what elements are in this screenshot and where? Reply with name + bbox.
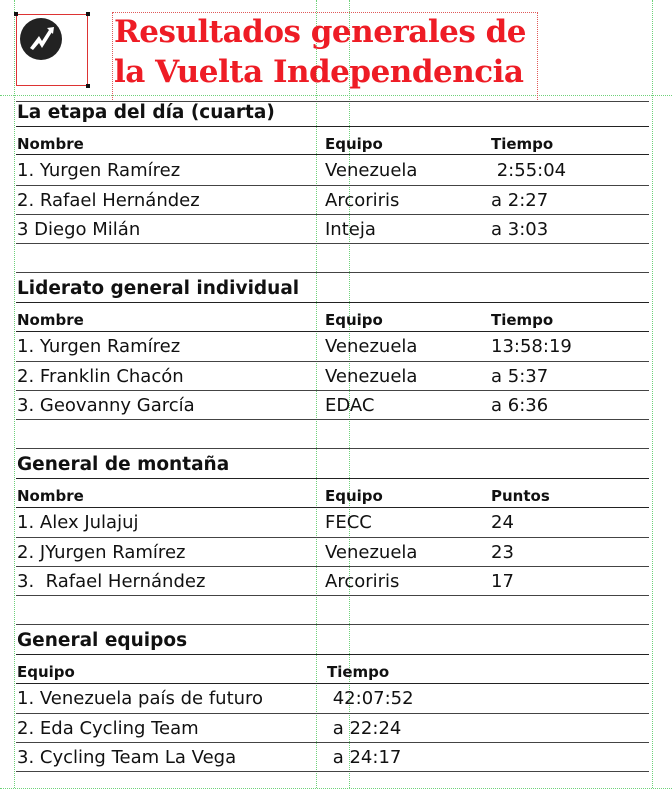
title-line-2: la Vuelta Independencia (114, 54, 524, 90)
table-cell: Inteja (325, 219, 376, 240)
divider (16, 537, 649, 538)
guide-line (14, 0, 15, 788)
divider (16, 214, 649, 215)
table-cell: Venezuela (325, 160, 418, 181)
table-cell: a 24:17 (327, 747, 402, 768)
table-cell: 3. Rafael Hernández (17, 571, 206, 592)
divider (16, 419, 649, 420)
column-header: Equipo (325, 311, 383, 329)
divider (16, 272, 649, 273)
table-cell: a 2:27 (491, 190, 549, 211)
table-cell: Arcoriris (325, 190, 400, 211)
table-cell: 24 (491, 512, 514, 533)
table-cell: 1. Alex Julajuj (17, 512, 139, 533)
divider (16, 624, 649, 625)
column-header: Equipo (325, 487, 383, 505)
divider (16, 390, 649, 391)
table-cell: 2:55:04 (491, 160, 567, 181)
column-header: Nombre (17, 487, 84, 505)
column-header: Tiempo (491, 135, 554, 153)
column-header: Nombre (17, 311, 84, 329)
table-cell: a 6:36 (491, 395, 549, 416)
column-header: Equipo (17, 663, 75, 681)
section-heading: La etapa del día (cuarta) (17, 102, 275, 123)
table-cell: Venezuela (325, 542, 418, 563)
logo (16, 14, 88, 86)
table-cell: a 5:37 (491, 366, 549, 387)
table-cell: 13:58:19 (491, 336, 572, 357)
divider (16, 185, 649, 186)
table-cell: 42:07:52 (327, 688, 414, 709)
table-cell: FECC (325, 512, 372, 533)
table-cell: a 3:03 (491, 219, 549, 240)
table-cell: 3. Geovanny García (17, 395, 195, 416)
table-cell: EDAC (325, 395, 375, 416)
divider (16, 742, 649, 743)
frame-handle (86, 84, 90, 88)
table-cell: 1. Venezuela país de futuro (17, 688, 264, 709)
column-header: Tiempo (327, 663, 390, 681)
divider (16, 361, 649, 362)
table-cell: 1. Yurgen Ramírez (17, 336, 181, 357)
table-cell: 3 Diego Milán (17, 219, 141, 240)
guide-line (652, 0, 653, 788)
table-cell: 2. Franklin Chacón (17, 366, 184, 387)
table-cell: Venezuela (325, 336, 418, 357)
table-cell: 3. Cycling Team La Vega (17, 747, 237, 768)
frame-handle (86, 12, 90, 16)
section-heading: General de montaña (17, 454, 230, 475)
guide-line (316, 0, 317, 788)
frame-handle (14, 12, 18, 16)
table-cell: 1. Yurgen Ramírez (17, 160, 181, 181)
table-cell: 2. Rafael Hernández (17, 190, 200, 211)
divider (16, 331, 649, 332)
column-header: Tiempo (491, 311, 554, 329)
section-heading: General equipos (17, 630, 188, 651)
divider (16, 595, 649, 596)
column-header: Nombre (17, 135, 84, 153)
table-cell: Venezuela (325, 366, 418, 387)
divider (16, 126, 649, 127)
table-cell: a 22:24 (327, 718, 402, 739)
section-heading: Liderato general individual (17, 278, 300, 299)
table-cell: 17 (491, 571, 514, 592)
page-title (114, 12, 534, 92)
divider (16, 566, 649, 567)
divider (16, 507, 649, 508)
divider (16, 771, 649, 772)
column-header: Equipo (325, 135, 383, 153)
table-cell: 2. JYurgen Ramírez (17, 542, 186, 563)
divider (16, 713, 649, 714)
divider (16, 683, 649, 684)
divider (16, 448, 649, 449)
title-line-1: Resultados generales de (114, 14, 526, 50)
table-cell: 23 (491, 542, 514, 563)
divider (16, 154, 649, 155)
column-header: Puntos (491, 487, 550, 505)
divider (16, 243, 649, 244)
table-cell: Arcoriris (325, 571, 400, 592)
divider (16, 478, 649, 479)
lightning-bolt-icon (19, 17, 63, 61)
divider (16, 654, 649, 655)
divider (16, 302, 649, 303)
table-cell: 2. Eda Cycling Team (17, 718, 199, 739)
